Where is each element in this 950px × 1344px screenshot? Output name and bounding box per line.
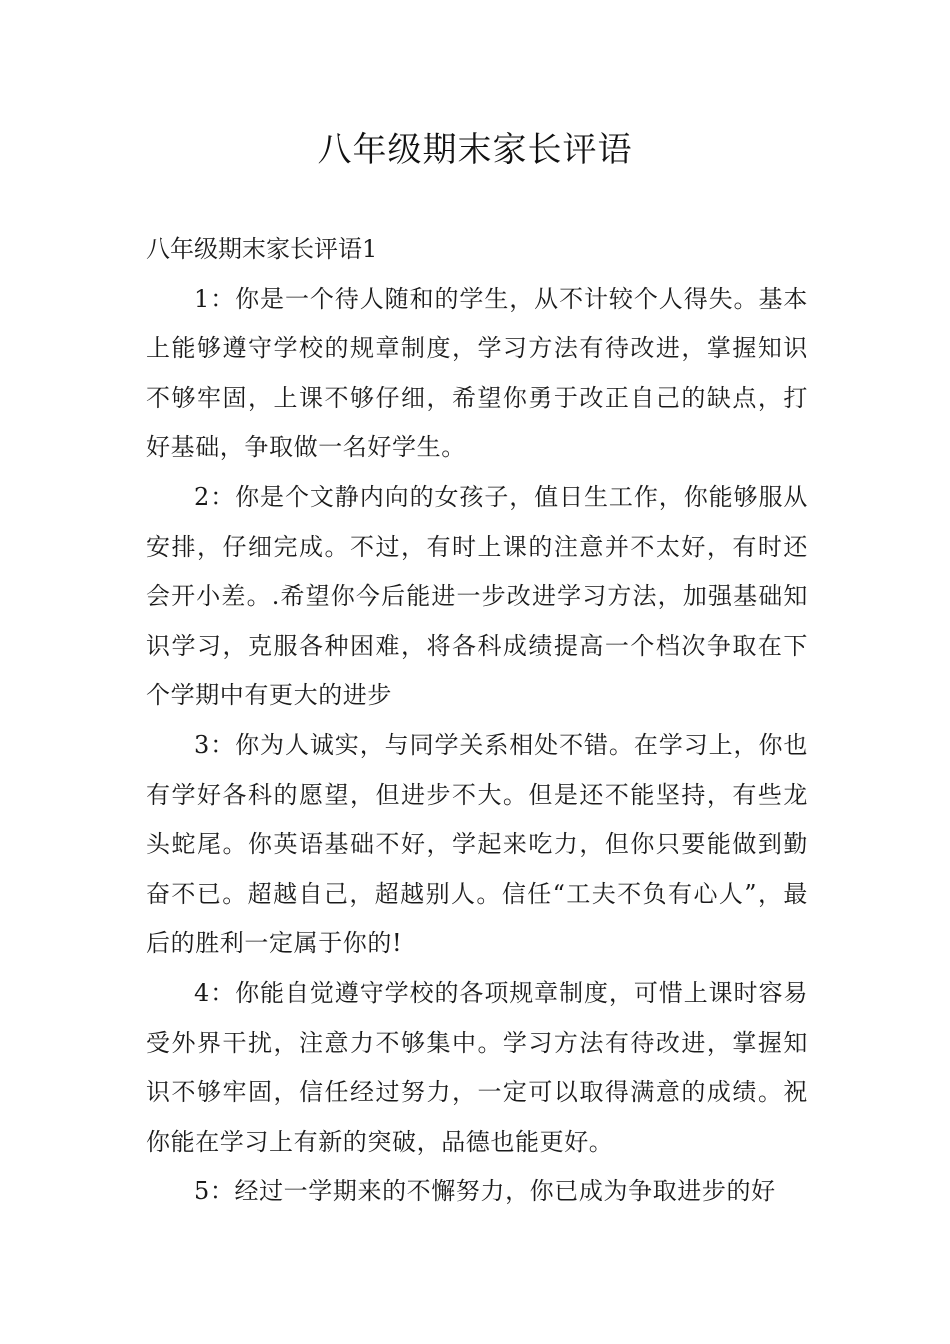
paragraph-1: 1：你是一个待人随和的学生，从不计较个人得失。基本上能够遵守学校的规章制度，学习方法有待改进，掌握知识不够牢固，上课不够仔细，希望你勇于改正自己的缺点，打好基础，争取做一名好学生。 [146, 284, 808, 462]
paragraph-5: 5：经过一学期来的不懈努力，你已成为争取进步的好 [194, 1177, 776, 1206]
paragraph-3: 3：你为人诚实，与同学关系相处不错。在学习上，你也有学好各科的愿望，但进步不大。但是还不能坚持，有些龙头蛇尾。你英语基础不好，学起来吃力，但你只要能做到勤奋不已。超越自己，超越别人。信任“工夫不负有心人”，最后的胜利一定属于你的! [146, 730, 808, 958]
document-body [146, 225, 808, 1217]
paragraph-4: 4：你能自觉遵守学校的各项规章制度，可惜上课时容易受外界干扰，注意力不够集中。学习方法有待改进，掌握知识不够牢固，信任经过努力，一定可以取得满意的成绩。祝你能在学习上有新的突破，品德也能更好。 [146, 978, 808, 1156]
paragraph-2: 2：你是个文静内向的女孩子，值日生工作，你能够服从安排，仔细完成。不过，有时上课的注意并不太好，有时还会开小差。.希望你今后能进一步改进学习方法，加强基础知识学习，克服各种困难，将各科成绩提高一个档次争取在下个学期中有更大的进步 [146, 482, 808, 710]
document-title: 八年级期末家长评语 [317, 130, 633, 170]
section-heading: 八年级期末家长评语1 [146, 235, 378, 263]
